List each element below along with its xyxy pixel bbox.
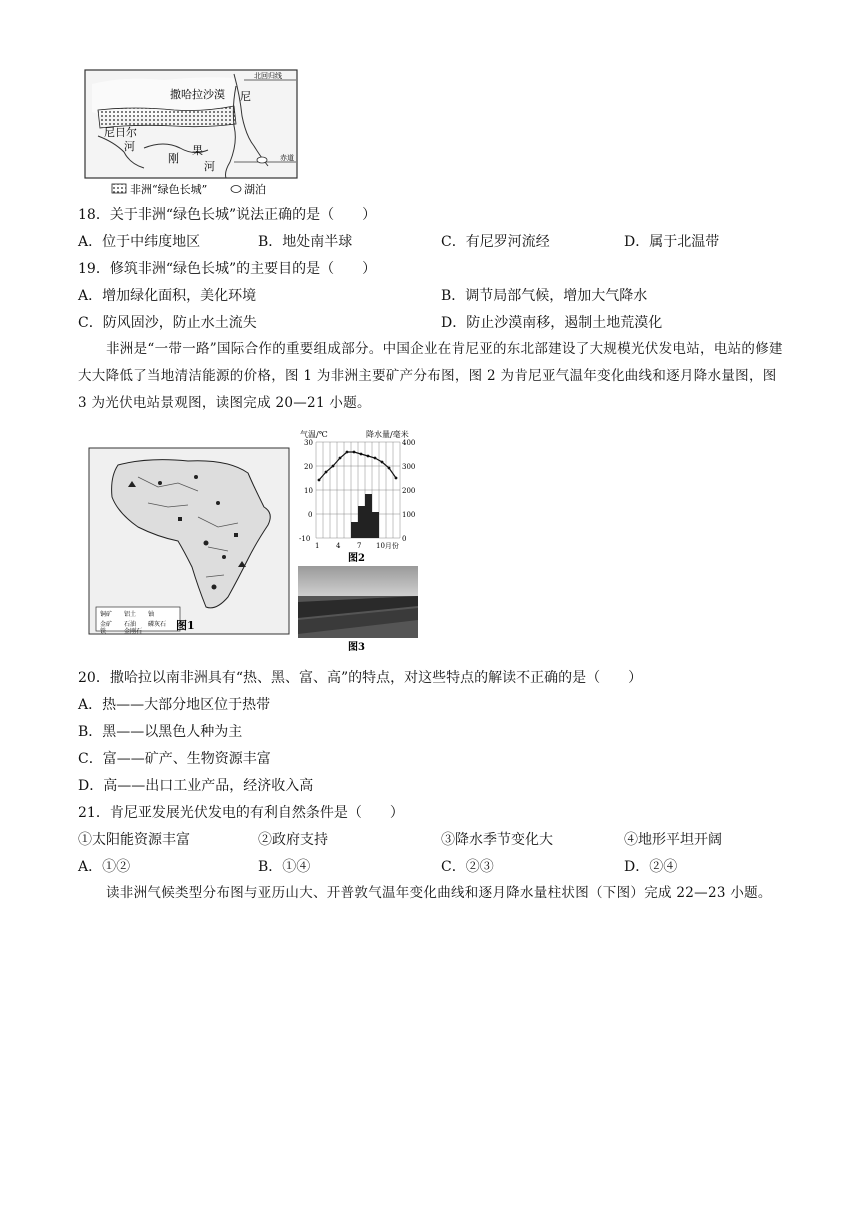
q21-option-c: C．②③ (441, 859, 494, 875)
chart-ylabel-right: 降水量/毫米 (366, 430, 409, 439)
q19-option-a: A．增加绿化面积，美化环境 (78, 288, 257, 304)
legend-iron: 铁 (100, 628, 107, 635)
kenya-climate-chart (298, 428, 422, 566)
q21-option-d: D．②④ (624, 859, 678, 875)
legend-copper: 铜矿 (100, 611, 113, 618)
label-niger-river: 河 (124, 140, 135, 153)
legend-wall-label: 非洲“绿色长城” (130, 183, 208, 196)
q21-stem: 21．肯尼亚发展光伏发电的有利自然条件是（ ） (78, 805, 404, 821)
q21-condition-4: ④地形平坦开阔 (624, 832, 722, 848)
q21-condition-2: ②政府支持 (258, 832, 328, 848)
figure-2-caption: 图2 (348, 553, 365, 564)
x-tick-4: 4 (336, 542, 341, 550)
legend-oil: 石油 (124, 621, 137, 628)
intro-22-23: 读非洲气候类型分布图与亚历山大、开普敦气温年变化曲线和逐月降水量柱状图（下图）完成 22—23 小题。 (106, 885, 772, 901)
chart-ylabel-left: 气温/℃ (300, 430, 328, 439)
legend-lake-swatch (231, 186, 241, 193)
legend-diamond: 金刚石 (124, 628, 143, 635)
left-tick-10: 10 (304, 487, 313, 495)
label-nile: 尼 (240, 90, 251, 103)
green-wall-map-figure (84, 66, 302, 198)
label-niger: 尼日尔 (104, 126, 137, 139)
q18-option-c: C．有尼罗河流经 (441, 234, 550, 250)
q21-option-a: A．①② (78, 859, 131, 875)
label-congo-1: 刚 (168, 152, 179, 165)
figure-1-caption: 图1 (176, 619, 195, 632)
right-tick-400: 400 (402, 439, 416, 447)
legend-phosphate: 磷灰石 (148, 621, 167, 628)
q20-option-a: A．热——大部分地区位于热带 (78, 697, 271, 713)
figure-2-climate-chart (298, 428, 422, 566)
figure-3-caption: 图3 (348, 642, 365, 653)
q20-stem: 20．撒哈拉以南非洲具有“热、黑、富、高”的特点，对这些特点的解读不正确的是（ ） (78, 670, 643, 686)
intro-20-21: 非洲是“一带一路”国际合作的重要组成部分。中国企业在肯尼亚的东北部建设了大规模光伏发电站，电站的修建大大降低了当地清洁能源的价格，图 1 为非洲主要矿产分布图，图 2 为肯尼亚气温年变化曲线和逐月降水量图，图 3 为光伏电站景观图，读图完成 20—21 小题。 (78, 341, 783, 411)
q18-stem: 18．关于非洲“绿色长城”说法正确的是（ ） (78, 207, 377, 223)
label-congo-2: 果 (192, 144, 203, 157)
africa-minerals-map (88, 447, 292, 637)
x-tick-10: 10月份 (376, 542, 399, 550)
green-wall-band (98, 106, 236, 128)
left-tick-0: 0 (308, 511, 313, 519)
q19-option-b: B．调节局部气候，增加大气降水 (441, 288, 648, 304)
q20-option-d: D．高——出口工业产品，经济收入高 (78, 778, 314, 794)
q21-option-b: B．①④ (258, 859, 311, 875)
label-equator: 赤道 (280, 154, 294, 162)
right-tick-200: 200 (402, 487, 416, 495)
q19-stem: 19．修筑非洲“绿色长城”的主要目的是（ ） (78, 261, 377, 277)
q21-condition-3: ③降水季节变化大 (441, 832, 553, 848)
q18-option-a: A．位于中纬度地区 (78, 234, 201, 250)
legend-lake-label: 湖泊 (244, 183, 266, 196)
q20-option-b: B．黑——以黑色人种为主 (78, 724, 243, 740)
legend-gold: 金矿 (100, 621, 113, 628)
right-tick-300: 300 (402, 463, 416, 471)
left-tick-20: 20 (304, 463, 313, 471)
left-tick-30: 30 (304, 439, 313, 447)
q19-option-d: D．防止沙漠南移，遏制土地荒漠化 (441, 315, 663, 331)
left-tick-minus10: -10 (299, 535, 311, 543)
q21-condition-1: ①太阳能资源丰富 (78, 832, 190, 848)
pv-station-photo (298, 566, 418, 654)
label-sahara: 撒哈拉沙漠 (170, 88, 225, 101)
label-congo-3: 河 (204, 160, 215, 173)
legend-bauxite: 铝土 (124, 611, 137, 618)
q18-option-d: D．属于北温带 (624, 234, 720, 250)
legend-wall-swatch (112, 184, 126, 193)
label-tropic: 北回归线 (254, 72, 282, 80)
right-tick-0: 0 (402, 535, 407, 543)
q18-option-b: B．地处南半球 (258, 234, 353, 250)
q19-option-c: C．防风固沙，防止水土流失 (78, 315, 257, 331)
legend-uranium: 铀 (148, 611, 155, 618)
figure-3-pv-station (298, 566, 418, 654)
right-tick-100: 100 (402, 511, 416, 519)
x-tick-7: 7 (357, 542, 362, 550)
precipitation-bars (351, 494, 379, 538)
x-tick-1: 1 (315, 542, 320, 550)
figure-1-africa-minerals (88, 447, 292, 637)
q20-option-c: C．富——矿产、生物资源丰富 (78, 751, 271, 767)
green-wall-map (84, 66, 302, 198)
